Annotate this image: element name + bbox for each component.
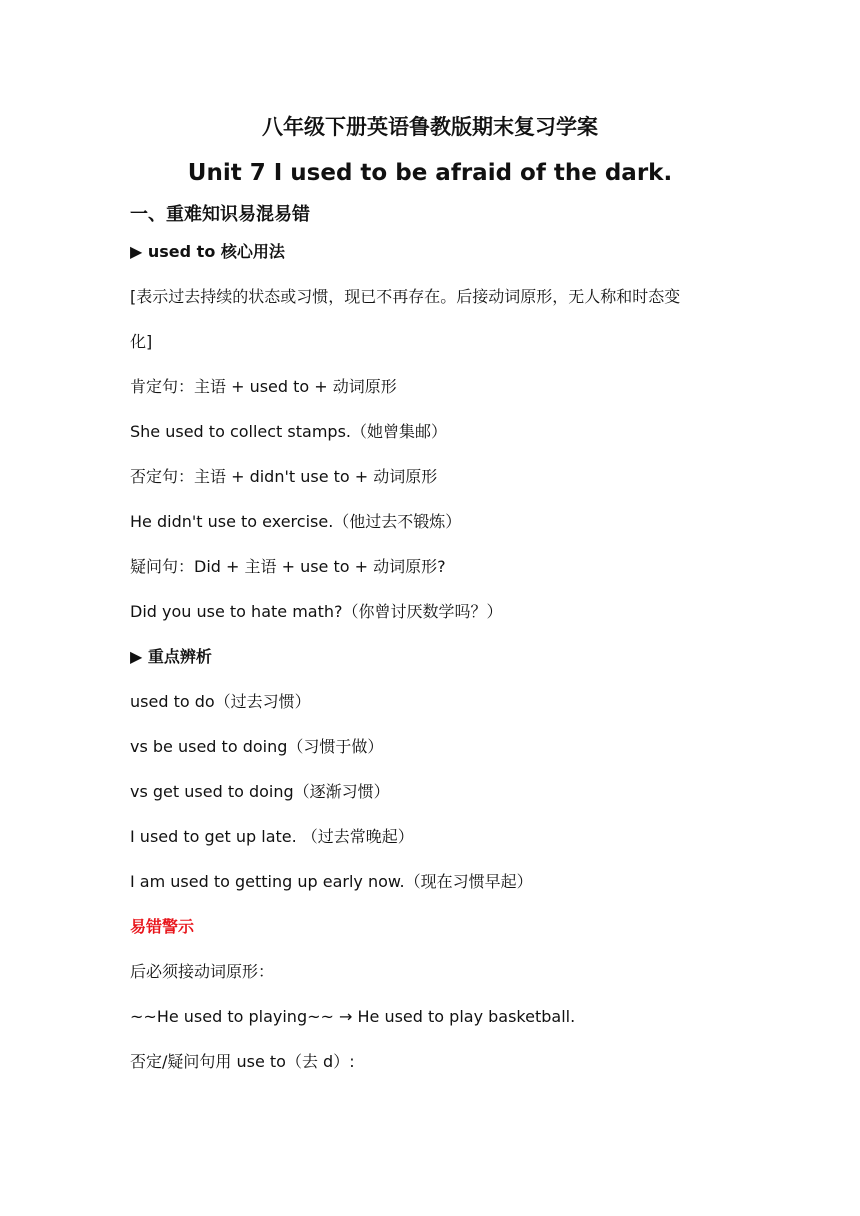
negative-rule: 否定句：主语 + didn't use to + 动词原形 [130,467,438,486]
warning-heading: 易错警示 [130,917,195,936]
affirmative-rule: 肯定句：主语 + used to + 动词原形 [130,377,397,396]
distinction-example-1: I used to get up late. （过去常晚起） [130,827,414,846]
subheading-used-to-core-usage: ▶ used to 核心用法 [130,242,285,261]
question-example: Did you use to hate math?（你曾讨厌数学吗？） [130,602,503,621]
definition-line-continued: 化] [130,332,153,351]
document-title-english: Unit 7 I used to be afraid of the dark. [187,160,673,186]
definition-line: [表示过去持续的状态或习惯，现已不再存在。后接动词原形，无人称和时态变 [130,287,681,306]
negative-example: He didn't use to exercise.（他过去不锻炼） [130,512,462,531]
question-rule: 疑问句：Did + 主语 + use to + 动词原形? [130,557,446,576]
subheading-key-distinctions: ▶ 重点辨析 [130,647,212,666]
warning-example: ~~He used to playing~~ → He used to play basketball. [130,1007,576,1026]
document-title-chinese: 八年级下册英语鲁教版期末复习学案 [262,115,598,139]
distinction-used-to-do: used to do（过去习惯） [130,692,311,711]
warning-rule: 后必须接动词原形： [130,962,275,981]
distinction-be-used-to: vs be used to doing（习惯于做） [130,737,384,756]
section-heading: 一、重难知识易混易错 [130,204,310,225]
warning-negative-question-rule: 否定/疑问句用 use to（去 d）: [130,1052,355,1071]
affirmative-example: She used to collect stamps.（她曾集邮） [130,422,447,441]
distinction-example-2: I am used to getting up early now.（现在习惯早起） [130,872,533,891]
distinction-get-used-to: vs get used to doing（逐渐习惯） [130,782,390,801]
